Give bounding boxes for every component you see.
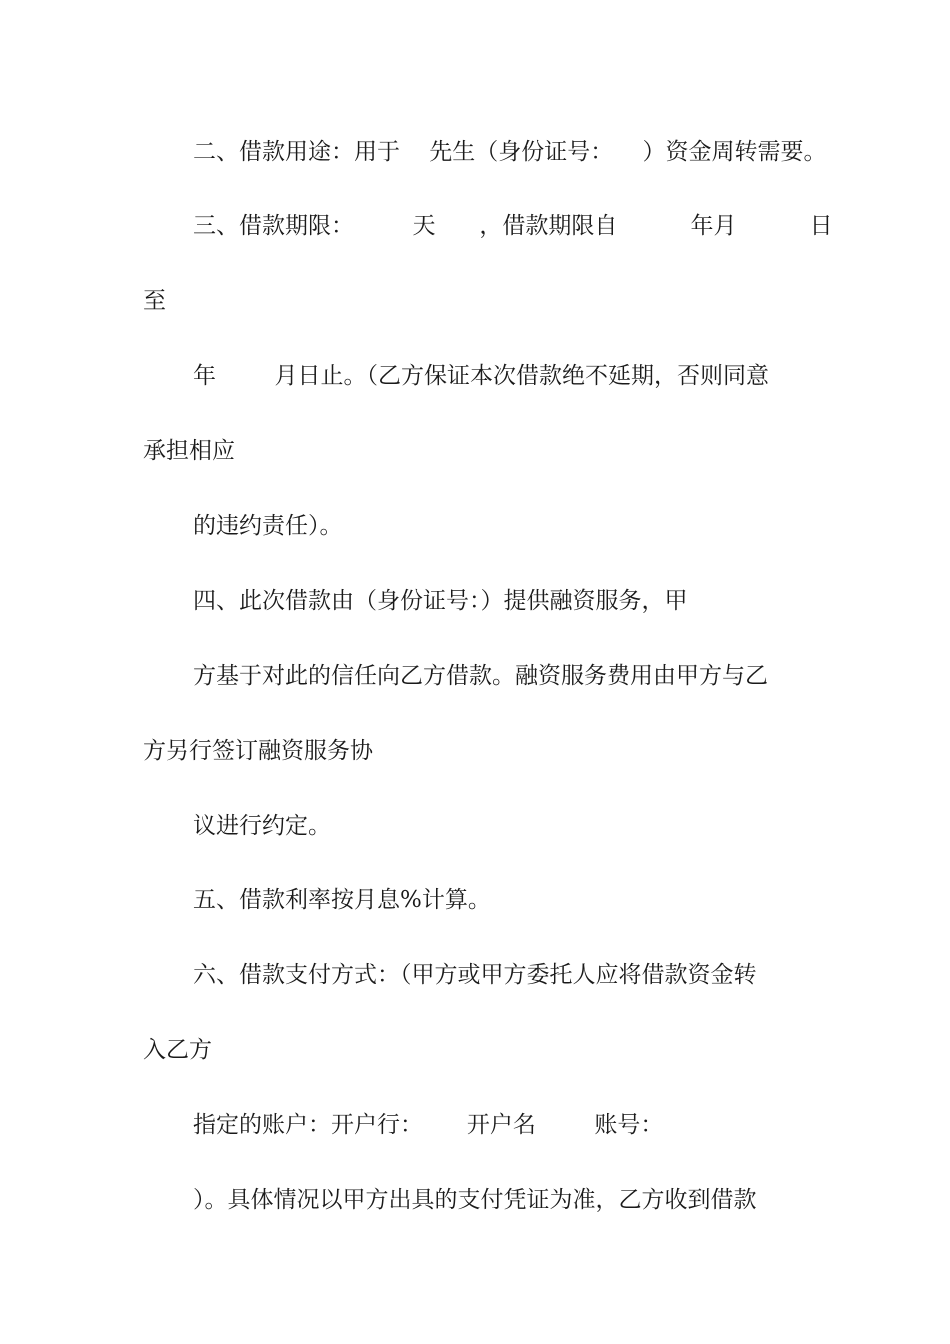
clause-3-term-cont-4: 的违约责任）。 [193, 513, 343, 539]
clause-3-term: 三、借款期限： 天 ，借款期限自 年月 日 [193, 213, 833, 239]
clause-5-interest-rate: 五、借款利率按月息%计算。 [193, 887, 491, 913]
clause-4-financing: 四、此次借款由（身份证号：）提供融资服务，甲 [193, 588, 688, 614]
clause-3-term-cont-2: 年 月日止。（乙方保证本次借款绝不延期，否则同意 [193, 363, 769, 389]
clause-6-payment-cont-1: 入乙方 [143, 1037, 212, 1063]
clause-3-term-cont-1: 至 [143, 288, 166, 314]
clause-6-payment-method: 六、借款支付方式：（甲方或甲方委托人应将借款资金转 [193, 962, 757, 988]
clause-4-financing-cont-3: 议进行约定。 [193, 813, 331, 839]
clause-6-payment-cont-2: 指定的账户：开户行： 开户名 账号： [193, 1112, 664, 1138]
clause-4-financing-cont-1: 方基于对此的信任向乙方借款。融资服务费用由甲方与乙 [193, 663, 768, 689]
clause-2-purpose: 二、借款用途：用于 先生（身份证号： ）资金周转需要。 [193, 139, 827, 165]
clause-4-financing-cont-2: 方另行签订融资服务协 [143, 738, 373, 764]
clause-6-payment-cont-3: ）。具体情况以甲方出具的支付凭证为准，乙方收到借款 [193, 1187, 757, 1213]
clause-3-term-cont-3: 承担相应 [143, 438, 235, 464]
